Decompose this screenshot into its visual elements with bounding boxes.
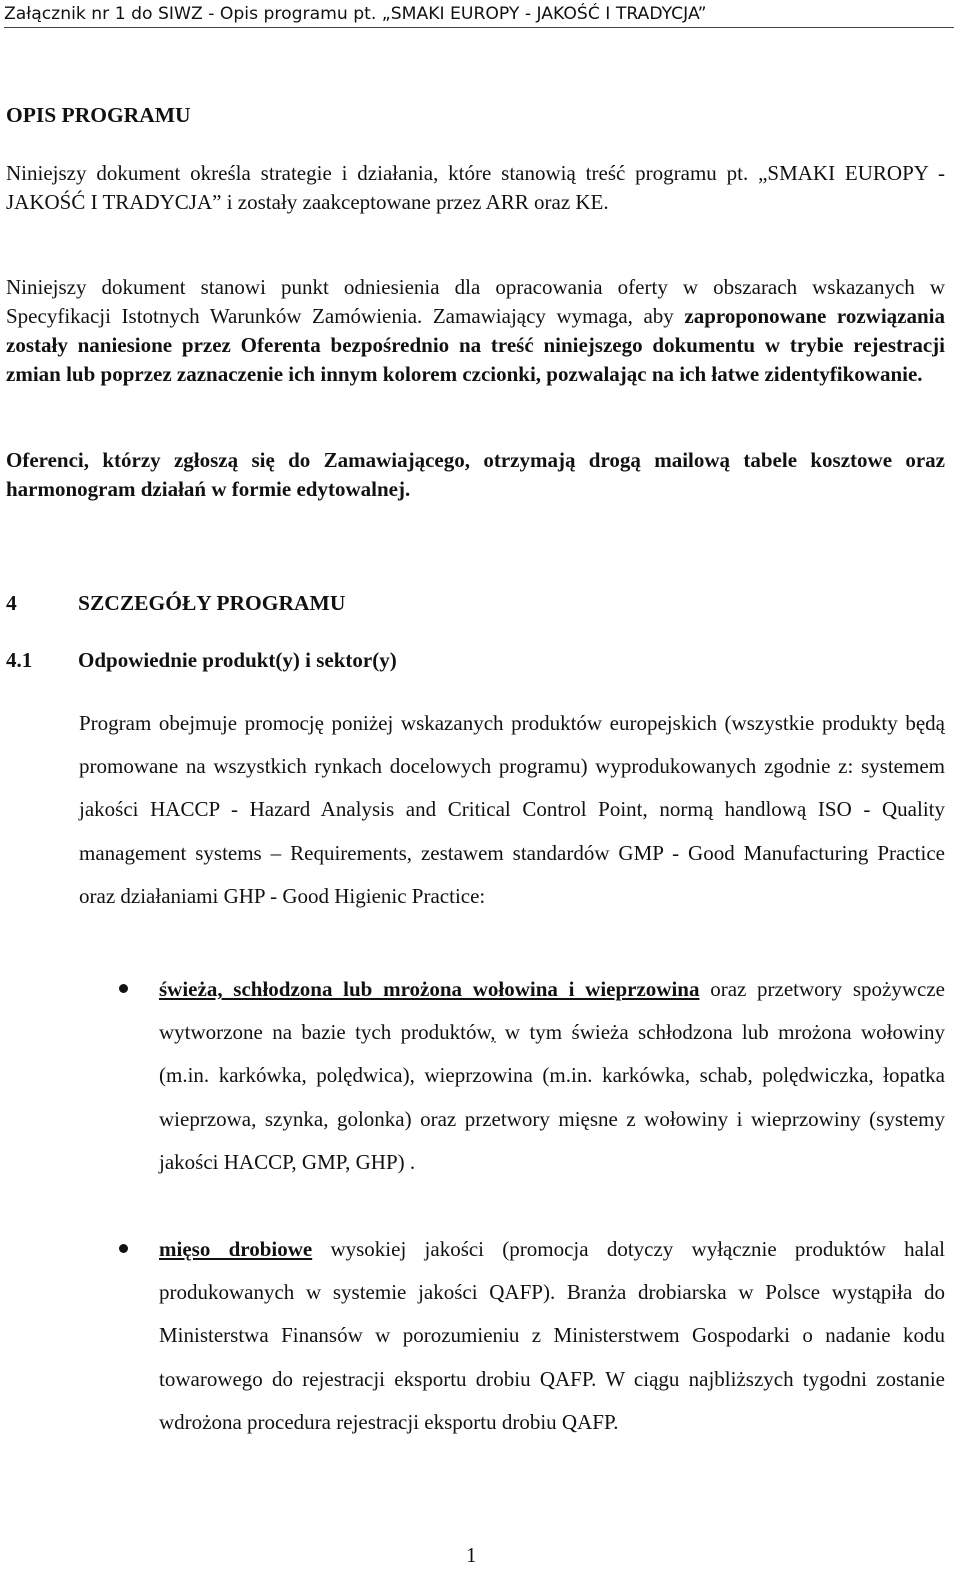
subsection-heading-4-1: [6, 646, 397, 674]
paragraph-reference: [6, 273, 945, 389]
page-number: 1: [466, 1543, 477, 1567]
paragraph-reference-plain: Niniejszy dokument stanowi punkt odniesienia dla opracowania oferty w obszarach wskazanych w Specyfikacji Istotnych Warunków Zamówienia. Zamawiający wymaga, aby: [6, 275, 945, 328]
running-header: Załącznik nr 1 do SIWZ - Opis programu pt. „SMAKI EUROPY - JAKOŚĆ I TRADYCJA”: [4, 1, 954, 28]
subsection-number: 4.1: [6, 648, 33, 672]
paragraph-reference-bold: zaproponowane rozwiązania zostały naniesione przez Oferenta bezpośrednio na treść niniejszego dokumentu w trybie rejestracji zmian lub poprzez zaznaczenie ich innym kolorem czcionki, pozwalając na ich łatwe zidentyfikowanie.: [6, 304, 946, 386]
subsection-title: Odpowiednie produkt(y) i sektor(y): [78, 648, 397, 672]
paragraph-scope: Niniejszy dokument określa strategie i działania, które stanowią treść programu pt. „SMAKI EUROPY - JAKOŚĆ I TRADYCJA” i zostały zaakceptowane przez ARR oraz KE.: [6, 161, 945, 214]
section-number: 4: [6, 591, 17, 615]
list-item: [159, 968, 945, 1184]
document-title: OPIS PROGRAMU: [6, 103, 191, 127]
product-description: oraz przetwory spożywcze wytworzone na bazie tych produktów: [159, 977, 945, 1045]
product-term: mięso drobiowe: [159, 1237, 313, 1261]
bullet-icon: [119, 984, 128, 993]
product-description-continued: w tym świeża schłodzona lub mrożona wołowiny (m.in. karkówka, polędwica), wieprzowina (m.in. karkówka, schab, polędwiczka, łopatka wieprzowa, szynka, golonka) oraz przetwory mięsne z wołowiny i wieprzowiny (systemy jakości HACCP, GMP, GHP) .: [159, 1020, 945, 1174]
paragraph-bidders: Oferenci, którzy zgłoszą się do Zamawiającego, otrzymają drogą mailową tabele kosztowe oraz harmonogram działań w formie edytowalnej.: [6, 448, 945, 501]
section-heading-4: [6, 589, 345, 617]
product-description: wysokiej jakości (promocja dotyczy wyłącznie produktów halal produkowanych w systemie jakości QAFP). Branża drobiarska w Polsce wystąpiła do Ministerstwa Finansów w porozumieniu z Ministerstwem Gospodarki o nadanie kodu towarowego do rejestracji eksportu drobiu QAFP. W ciągu najbliższych tygodni zostanie wdrożona procedura rejestracji eksportu drobiu QAFP.: [159, 1237, 945, 1434]
underlined-comma: ,: [490, 1020, 496, 1045]
list-item: [159, 1228, 945, 1444]
section-title: SZCZEGÓŁY PROGRAMU: [78, 591, 346, 615]
product-term: świeża, schłodzona lub mrożona wołowina i wieprzowina: [159, 977, 700, 1001]
program-intro-paragraph: Program obejmuje promocję poniżej wskazanych produktów europejskich (wszystkie produkty będą promowane na wszystkich rynkach docelowych programu) wyprodukowanych zgodnie z: systemem jakości HACCP - Hazard Analysis and Critical Control Point, normą handlową ISO - Quality management systems – Requirements, zestawem standardów GMP - Good Manufacturing Practice oraz działaniami GHP - Good Higienic Practice:: [79, 711, 945, 908]
bullet-icon: [119, 1244, 128, 1253]
